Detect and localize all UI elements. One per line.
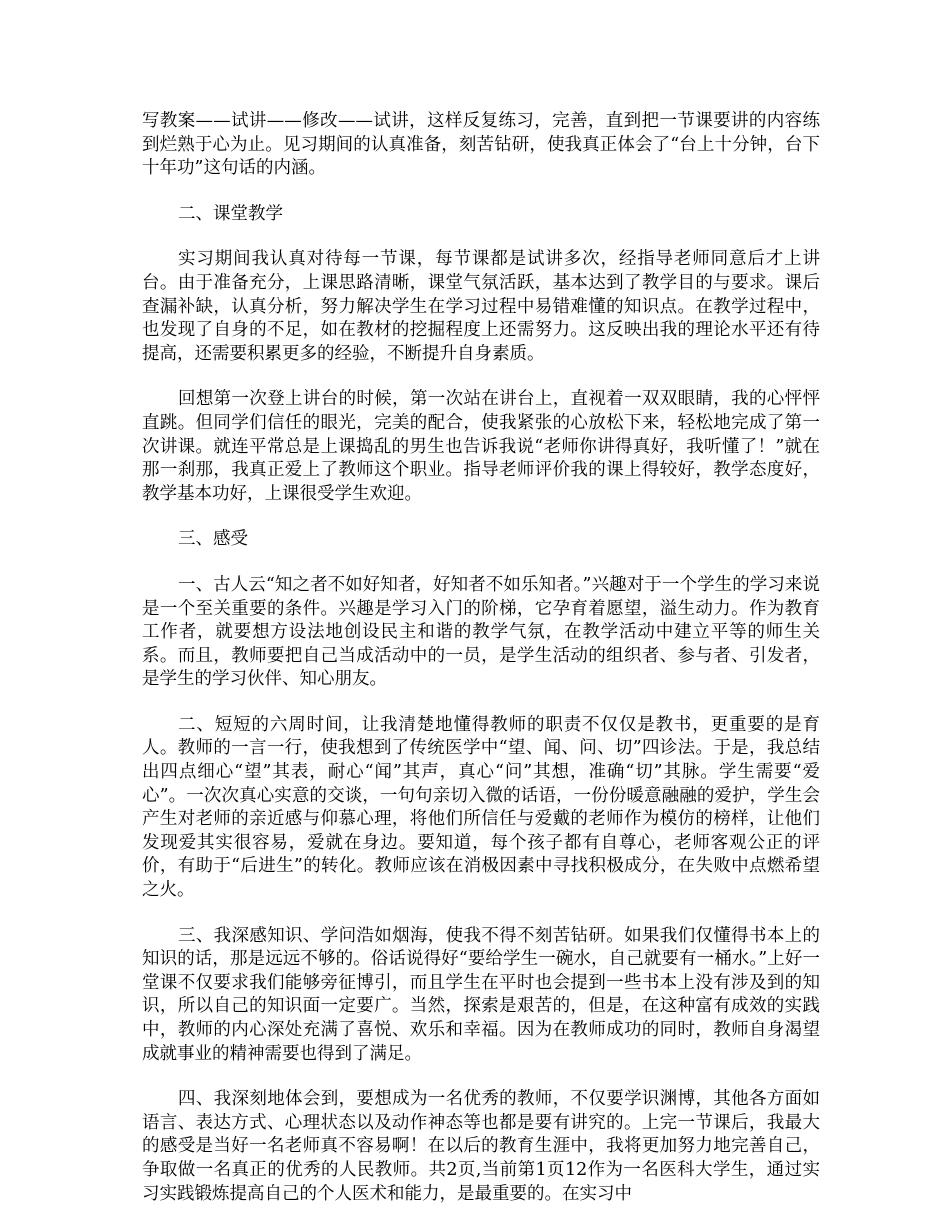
paragraph-reflection-knowledge: 三、我深感知识、学问浩如烟海，使我不得不刻苦钻研。如果我们仅懂得书本上的知识的话，那是远远不够的。俗话说得好“要给学生一碗水，自己就要有一桶水。”上好一堂课不仅要求我们能够旁征博引，而且学生在平时也会提到一些书本上没有涉及到的知识，所以自己的知识面一定要广。当然，探索是艰苦的，但是，在这种富有成效的实践中，教师的内心深处充满了喜悦、欢乐和幸福。因为在教师成功的同时，教师自身渴望成就事业的精神需要也得到了满足。 [142, 925, 820, 1064]
paragraph-reflection-excellence: 四、我深刻地体会到，要想成为一名优秀的教师，不仅要学识渊博，其他各方面如语言、表达方式、心理状态以及动作神态等也都是要有讲究的。上完一节课后，我最大的感受是当好一名老师真不容易啊！在以后的教育生涯中，我将更加努力地完善自己，争取做一名真正的优秀的人民教师。共2页,当前第1页12作为一名医科大学生，通过实习实践锻炼提高自己的个人医术和能力，是最重要的。在实习中 [142, 1089, 820, 1204]
section-heading-reflections: 三、感受 [178, 529, 248, 550]
paragraph-lesson-prep-conclusion: 写教案——试讲——修改——试讲，这样反复练习，完善，直到把一节课要讲的内容练到烂熟于心为止。见习期间的认真准备，刻苦钻研，使我真正体会了“台上十分钟，台下十年功”这句话的内涵。 [142, 111, 820, 179]
paragraph-reflection-interest: 一、古人云“知之者不如好知者，好知者不如乐知者。”兴趣对于一个学生的学习来说是一个至关重要的条件。兴趣是学习入门的阶梯，它孕育着愿望，溢生动力。作为教育工作者，就要想方设法地创设民主和谐的教学气氛，在教学活动中建立平等的师生关系。而且，教师要把自己当成活动中的一员，是学生活动的组织者、参与者、引发者，是学生的学习伙伴、知心朋友。 [142, 574, 820, 690]
section-heading-classroom-teaching: 二、课堂教学 [178, 203, 283, 224]
paragraph-reflection-educating: 二、短短的六周时间，让我清楚地懂得教师的职责不仅仅是教书，更重要的是育人。教师的一言一行，使我想到了传统医学中“望、闻、问、切”四诊法。于是，我总结出四点细心“望”其表，耐心“闻”其声，真心“问”其想，准确“切”其脉。学生需要“爱心”。一次次真心实意的交谈，一句句亲切入微的话语，一份份暖意融融的爱护，学生会产生对老师的亲近感与仰慕心理，将他们所信任与爱戴的老师作为模仿的榜样，让他们发现爱其实很容易，爱就在身边。要知道，每个孩子都有自尊心，老师客观公正的评价，有助于“后进生”的转化。教师应该在消极因素中寻找积极成分，在失败中点燃希望之火。 [142, 714, 820, 901]
paragraph-first-lecture: 回想第一次登上讲台的时候，第一次站在讲台上，直视着一双双眼睛，我的心怦怦直跳。但同学们信任的眼光，完美的配合，使我紧张的心放松下来，轻松地完成了第一次讲课。就连平常总是上课捣乱的男生也告诉我说“老师你讲得真好，我听懂了！”就在那一刹那，我真正爱上了教师这个职业。指导老师评价我的课上得较好，教学态度好，教学基本功好，上课很受学生欢迎。 [142, 389, 820, 504]
paragraph-classroom-practice: 实习期间我认真对待每一节课，每节课都是试讲多次，经指导老师同意后才上讲台。由于准备充分，上课思路清晰，课堂气氛活跃，基本达到了教学目的与要求。课后查漏补缺，认真分析，努力解决学生在学习过程中易错难懂的知识点。在教学过程中，也发现了自身的不足，如在教材的挖掘程度上还需努力。这反映出我的理论水平还有待提高，还需要积累更多的经验，不断提升自身素质。 [142, 249, 820, 364]
